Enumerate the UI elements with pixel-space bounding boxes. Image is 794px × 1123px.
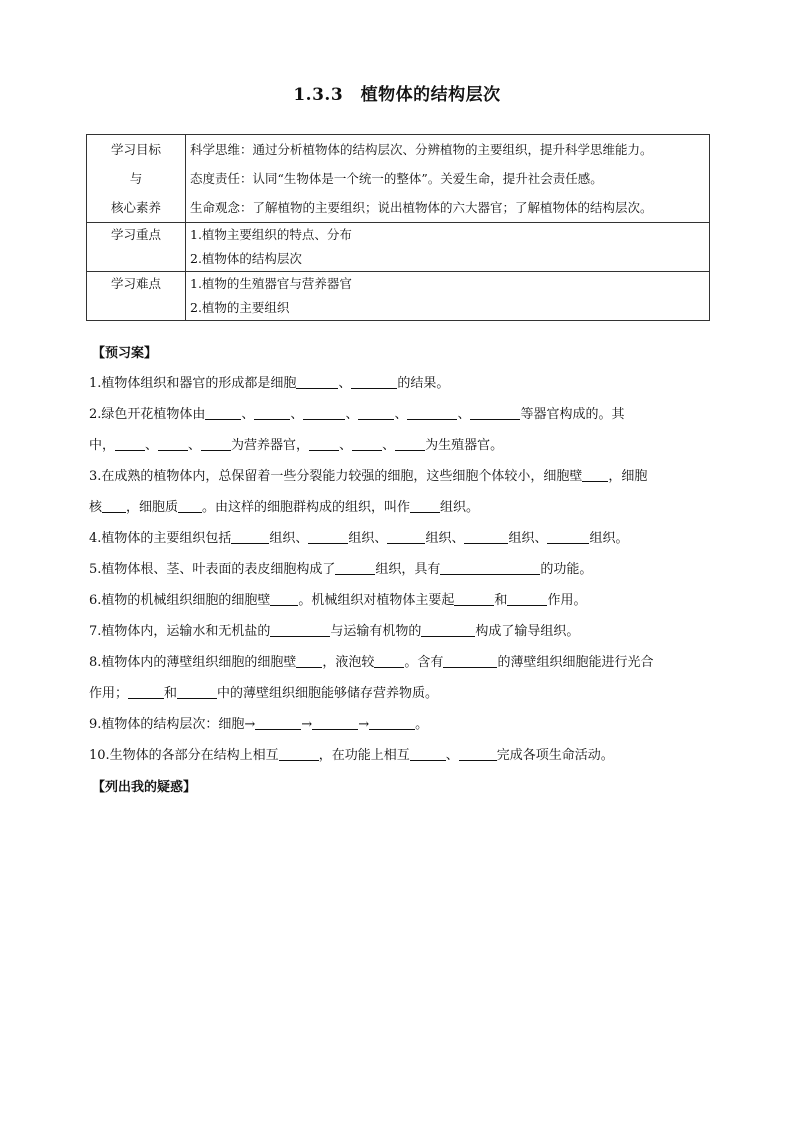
question-text: 为生殖器官。 — [425, 438, 504, 453]
answer-blank[interactable] — [205, 405, 241, 420]
content-line: 态度责任：认同“生物体是一个统一的整体”。关爱生命，提升社会责任感。 — [190, 171, 603, 186]
question-text: 与运输有机物的 — [330, 624, 422, 639]
answer-blank[interactable] — [296, 653, 322, 668]
question-8 — [89, 647, 714, 678]
question-text: 组织。 — [440, 500, 480, 515]
answer-blank[interactable] — [421, 622, 475, 637]
answer-blank[interactable] — [369, 715, 415, 730]
question-text: → — [358, 717, 370, 732]
row-label — [87, 272, 186, 321]
question-text: 、 — [394, 407, 408, 422]
answer-blank[interactable] — [582, 467, 608, 482]
answer-blank[interactable] — [387, 529, 425, 544]
page-title: 1.3.3 植物体的结构层次 — [293, 85, 501, 105]
question-text: 。含有 — [404, 655, 444, 670]
question-text: 组织，具有 — [375, 562, 441, 577]
question-text: 组织、 — [508, 531, 548, 546]
label-line: 学习重点 — [110, 227, 161, 242]
question-text: 作用。 — [547, 593, 587, 608]
question-2-cont — [89, 430, 714, 461]
question-text: 4.植物体的主要组织包括 — [89, 531, 232, 546]
answer-blank[interactable] — [407, 405, 457, 420]
answer-blank[interactable] — [201, 436, 231, 451]
content-line: 2.植物的主要组织 — [190, 300, 290, 315]
question-text: → — [301, 717, 313, 732]
question-text: 和 — [164, 686, 178, 701]
question-text: 、 — [188, 438, 202, 453]
question-text: 构成了输导组织。 — [475, 624, 580, 639]
question-text: ，细胞质 — [126, 500, 179, 515]
question-text: 核 — [89, 500, 103, 515]
question-text: 组织。 — [589, 531, 629, 546]
question-text: 5.植物体根、茎、叶表面的表皮细胞构成了 — [89, 562, 336, 577]
row-content — [186, 223, 710, 272]
answer-blank[interactable] — [351, 374, 397, 389]
question-text: 、 — [338, 376, 352, 391]
answer-blank[interactable] — [102, 498, 126, 513]
label-line: 学习难点 — [110, 276, 161, 291]
doubts-heading: 【列出我的疑惑】 — [92, 780, 197, 795]
question-text: 2.绿色开花植物体由 — [89, 407, 206, 422]
learning-goals-table — [86, 134, 710, 321]
question-6 — [89, 585, 714, 616]
content-line: 2.植物体的结构层次 — [190, 251, 302, 266]
question-text: 、 — [382, 438, 396, 453]
question-text: 的薄壁组织细胞能进行光合 — [497, 655, 654, 670]
content-line: 科学思维：通过分析植物体的结构层次、分辨植物的主要组织，提升科学思维能力。 — [190, 142, 653, 157]
question-text: 、 — [339, 438, 353, 453]
answer-blank[interactable] — [158, 436, 188, 451]
answer-blank[interactable] — [270, 622, 330, 637]
question-text: 组织、 — [269, 531, 309, 546]
question-text: 等器官构成的。其 — [520, 407, 625, 422]
answer-blank[interactable] — [177, 684, 217, 699]
question-text: 组织、 — [425, 531, 465, 546]
answer-blank[interactable] — [395, 436, 425, 451]
question-text: 。由这样的细胞群构成的组织，叫作 — [202, 500, 411, 515]
preview-heading: 【预习案】 — [92, 346, 158, 361]
table-row — [87, 223, 710, 272]
answer-blank[interactable] — [312, 715, 358, 730]
table-row — [87, 135, 710, 223]
question-3-cont — [89, 492, 714, 523]
answer-blank[interactable] — [464, 529, 508, 544]
answer-blank[interactable] — [507, 591, 547, 606]
table-row — [87, 272, 710, 321]
question-text: ，在功能上相互 — [318, 748, 410, 763]
answer-blank[interactable] — [296, 374, 338, 389]
answer-blank[interactable] — [308, 529, 348, 544]
question-text: 、 — [345, 407, 359, 422]
label-line: 学习目标 — [110, 142, 161, 157]
answer-blank[interactable] — [128, 684, 164, 699]
question-text: 和 — [494, 593, 508, 608]
question-text: 、 — [145, 438, 159, 453]
question-text: 中的薄壁组织细胞能够储存营养物质。 — [217, 686, 439, 701]
question-text: 、 — [241, 407, 255, 422]
question-text: 为营养器官， — [231, 438, 310, 453]
question-text: 9.植物体的结构层次：细胞→ — [89, 717, 256, 732]
content-line: 1.植物的生殖器官与营养器官 — [190, 276, 352, 291]
question-text: 的功能。 — [540, 562, 593, 577]
question-text: 8.植物体内的薄壁组织细胞的细胞壁 — [89, 655, 297, 670]
question-text: 3.在成熟的植物体内，总保留着一些分裂能力较强的细胞，这些细胞个体较小，细胞壁 — [89, 469, 583, 484]
answer-blank[interactable] — [454, 591, 494, 606]
answer-blank[interactable] — [410, 746, 446, 761]
question-text: 完成各项生命活动。 — [496, 748, 614, 763]
question-text: 7.植物体内，运输水和无机盐的 — [89, 624, 271, 639]
label-line: 与 — [129, 171, 143, 186]
answer-blank[interactable] — [358, 405, 394, 420]
answer-blank[interactable] — [443, 653, 497, 668]
answer-blank[interactable] — [255, 715, 301, 730]
question-text: ，液泡较 — [322, 655, 375, 670]
question-text: 、 — [290, 407, 304, 422]
question-text: 组织、 — [348, 531, 388, 546]
row-label — [87, 135, 186, 223]
answer-blank[interactable] — [410, 498, 440, 513]
question-1 — [89, 368, 714, 399]
question-5 — [89, 554, 714, 585]
question-9 — [89, 709, 714, 740]
answer-blank[interactable] — [254, 405, 290, 420]
label-line: 核心素养 — [110, 200, 161, 215]
question-text: ，细胞 — [608, 469, 648, 484]
answer-blank[interactable] — [231, 529, 269, 544]
answer-blank[interactable] — [547, 529, 589, 544]
question-8-cont — [89, 678, 714, 709]
question-text: 。机械组织对植物体主要起 — [298, 593, 455, 608]
question-4 — [89, 523, 714, 554]
row-label — [87, 223, 186, 272]
question-2 — [89, 399, 714, 430]
question-text: 、 — [457, 407, 471, 422]
answer-blank[interactable] — [459, 746, 497, 761]
answer-blank[interactable] — [178, 498, 202, 513]
answer-blank[interactable] — [335, 560, 375, 575]
answer-blank[interactable] — [374, 653, 404, 668]
question-text: 、 — [445, 748, 459, 763]
question-text: 6.植物的机械组织细胞的细胞壁 — [89, 593, 271, 608]
question-3 — [89, 461, 714, 492]
answer-blank[interactable] — [303, 405, 345, 420]
answer-blank[interactable] — [270, 591, 298, 606]
content-line: 1.植物主要组织的特点、分布 — [190, 227, 352, 242]
answer-blank[interactable] — [115, 436, 145, 451]
row-content — [186, 135, 710, 223]
answer-blank[interactable] — [309, 436, 339, 451]
question-10 — [89, 740, 714, 771]
answer-blank[interactable] — [279, 746, 319, 761]
question-text: 1.植物体组织和器官的形成都是细胞 — [89, 376, 297, 391]
question-text: 作用； — [89, 686, 129, 701]
content-line: 生命观念：了解植物的主要组织；说出植物体的六大器官；了解植物体的结构层次。 — [190, 200, 653, 215]
question-text: 。 — [415, 717, 429, 732]
answer-blank[interactable] — [440, 560, 540, 575]
question-text: 的结果。 — [397, 376, 450, 391]
row-content — [186, 272, 710, 321]
question-list — [89, 368, 714, 771]
question-text: 中， — [89, 438, 116, 453]
answer-blank[interactable] — [470, 405, 520, 420]
question-7 — [89, 616, 714, 647]
question-text: 10.生物体的各部分在结构上相互 — [89, 748, 279, 763]
answer-blank[interactable] — [352, 436, 382, 451]
